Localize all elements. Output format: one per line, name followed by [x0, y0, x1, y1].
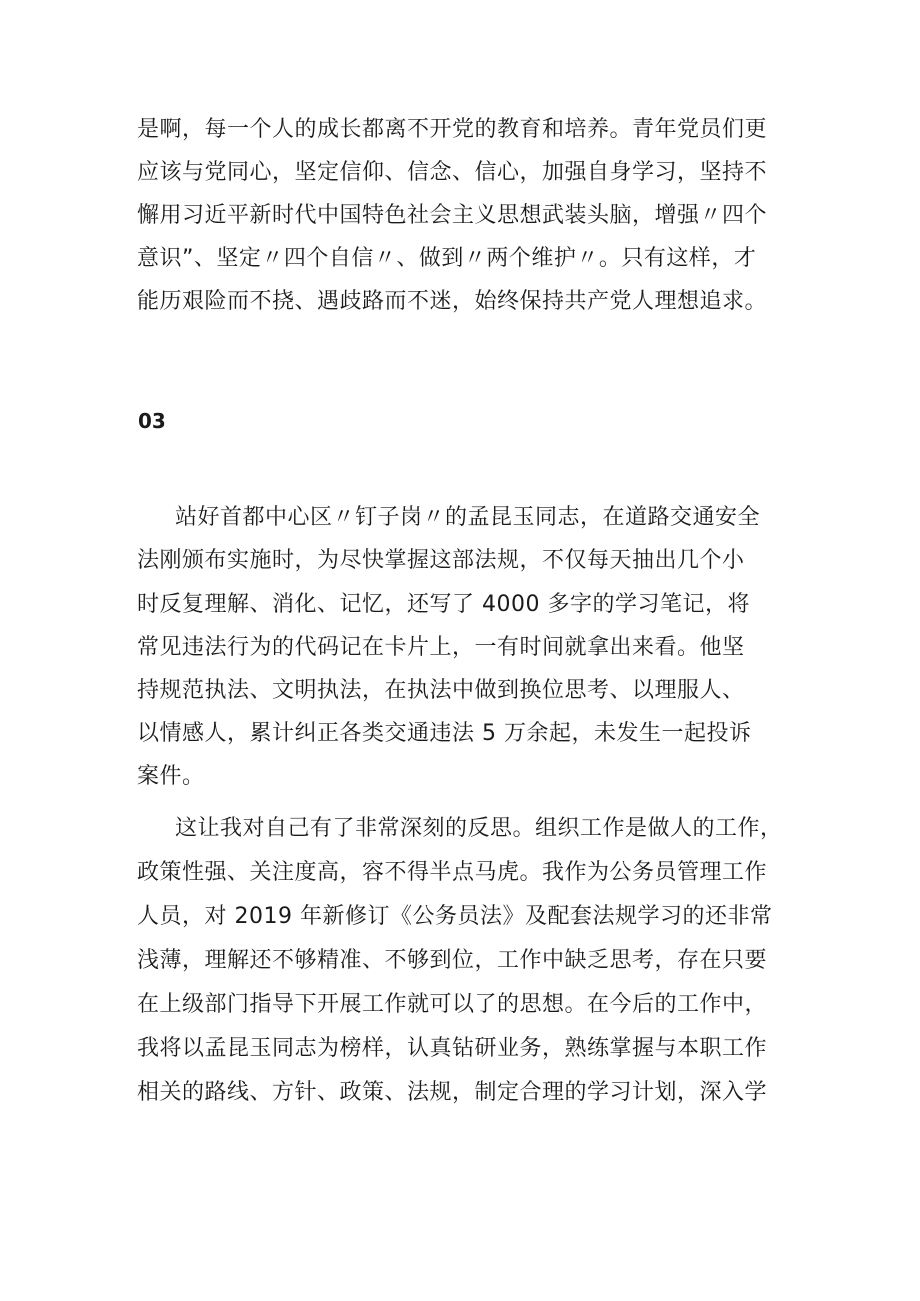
paragraph-2-line-5: 持规范执法、文明执法，在执法中做到换位思考、以理服人、	[137, 678, 745, 703]
paragraph-3-line-7: 相关的路线、方针、政策、法规，制定合理的学习计划，深入学	[137, 1080, 768, 1105]
paragraph-1-line-5: 能历艰险而不挠、遇歧路而不迷，始终保持共产党人理想追求。	[137, 289, 768, 314]
paragraph-3-line-5: 在上级部门指导下开展工作就可以了的思想。在今后的工作中，	[137, 992, 768, 1017]
paragraph-2-line-7: 案件。	[137, 764, 205, 789]
paragraph-1-line-3: 懈用习近平新时代中国特色社会主义思想武装头脑，增强〃四个	[137, 203, 768, 228]
paragraph-3-line-6: 我将以孟昆玉同志为榜样，认真钻研业务，熟练掌握与本职工作	[137, 1036, 768, 1061]
paragraph-2-line-2: 法刚颁布实施时，为尽快掌握这部法规，不仅每天抽出几个小	[137, 548, 745, 573]
paragraph-3-line-1: 这让我对自己有了非常深刻的反思。组织工作是做人的工作，	[175, 816, 783, 841]
paragraph-2-line-6: 以情感人，累计纠正各类交通违法 5 万余起，未发生一起投诉	[137, 721, 752, 746]
paragraph-1-line-4: 意识”、坚定〃四个自信〃、做到〃两个维护〃。只有这样，才	[137, 246, 757, 271]
paragraph-3-line-2: 政策性强、关注度高，容不得半点马虎。我作为公务员管理工作	[137, 860, 768, 885]
paragraph-1-line-2: 应该与党同心，坚定信仰、信念、信心，加强自身学习，坚持不	[137, 160, 768, 185]
paragraph-2-line-3: 时反复理解、消化、记忆，还写了 4000 多字的学习笔记，将	[137, 592, 750, 617]
paragraph-1-line-1: 是啊，每一个人的成长都离不开党的教育和培养。青年党员们更	[137, 117, 768, 142]
paragraph-3-line-4: 浅薄，理解还不够精准、不够到位，工作中缺乏思考，存在只要	[137, 948, 768, 973]
paragraph-2-line-1: 站好首都中心区〃钉子岗〃的孟昆玉同志，在道路交通安全	[175, 505, 761, 530]
section-heading: 03	[138, 409, 166, 433]
paragraph-3-line-3: 人员，对 2019 年新修订《公务员法》及配套法规学习的还非常	[137, 904, 773, 929]
paragraph-2-line-4: 常见违法行为的代码记在卡片上，一有时间就拿出来看。他坚	[137, 635, 745, 660]
